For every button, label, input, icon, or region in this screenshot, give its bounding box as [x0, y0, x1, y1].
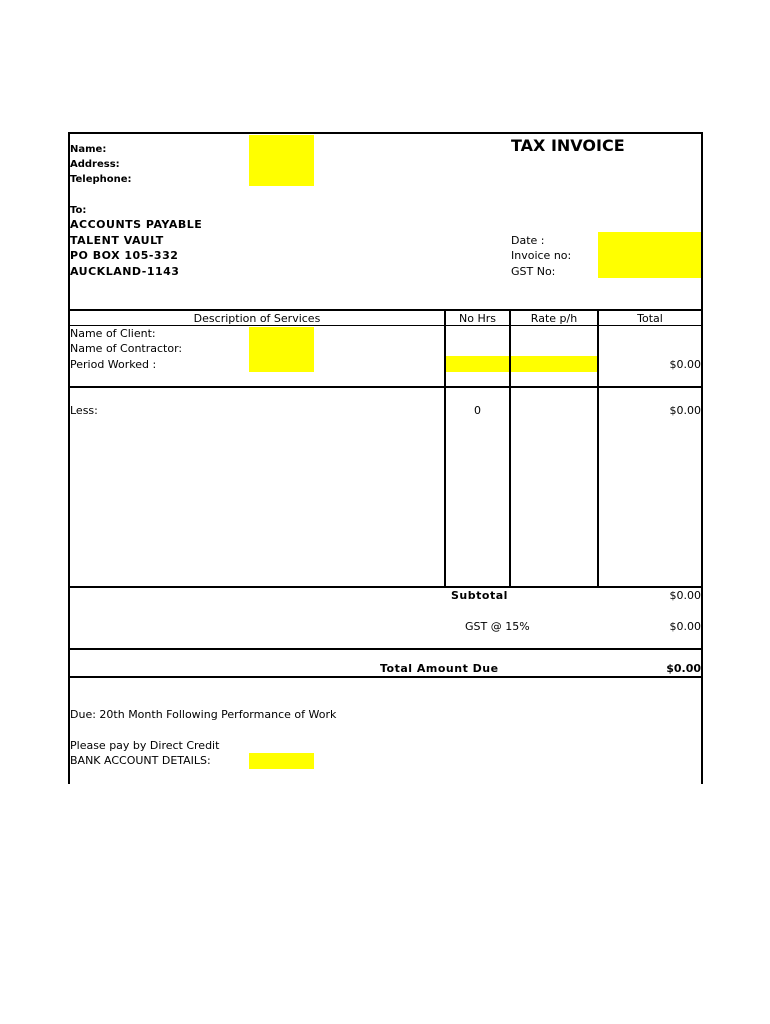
- less-label: Less:: [70, 404, 98, 417]
- invoice-title: TAX INVOICE: [511, 136, 625, 155]
- subtotal-value: $0.00: [669, 589, 701, 602]
- gst-label: GST @ 15%: [465, 620, 530, 633]
- date-label: Date :: [511, 234, 545, 247]
- summary-bottom-border: [68, 648, 703, 650]
- period-label: Period Worked :: [70, 358, 157, 371]
- total-due-label: Total Amount Due: [380, 662, 499, 675]
- contractor-details-field[interactable]: [249, 135, 314, 186]
- right-border: [701, 132, 703, 784]
- table-bottom-border: [68, 586, 703, 588]
- to-address-line-1: ACCOUNTS PAYABLE: [70, 218, 203, 231]
- row1-total: $0.00: [669, 358, 701, 371]
- total-due-value: $0.00: [666, 662, 701, 675]
- client-details-field[interactable]: [249, 327, 314, 372]
- total-bottom-border: [68, 676, 703, 678]
- row1-bottom-border: [68, 386, 703, 388]
- client-label: Name of Client:: [70, 327, 156, 340]
- col-divider-3: [597, 309, 599, 588]
- bank-details-field[interactable]: [249, 753, 314, 769]
- invoice-no-label: Invoice no:: [511, 249, 572, 262]
- col-no-hrs: No Hrs: [459, 312, 496, 325]
- hours-field[interactable]: [446, 356, 509, 372]
- to-address-line-2: TALENT VAULT: [70, 234, 164, 247]
- rate-field[interactable]: [511, 356, 597, 372]
- gst-value: $0.00: [669, 620, 701, 633]
- telephone-label: Telephone:: [70, 174, 132, 185]
- col-total: Total: [637, 312, 663, 325]
- address-label: Address:: [70, 159, 120, 170]
- table-top-border: [68, 309, 703, 311]
- pay-text: Please pay by Direct Credit: [70, 739, 220, 752]
- bank-label: BANK ACCOUNT DETAILS:: [70, 754, 211, 767]
- to-label: To:: [70, 205, 87, 216]
- col-divider-1: [444, 309, 446, 588]
- invoice-meta-field[interactable]: [598, 232, 701, 278]
- col-description: Description of Services: [193, 312, 321, 325]
- due-text: Due: 20th Month Following Performance of Work: [70, 708, 337, 721]
- less-total: $0.00: [669, 404, 701, 417]
- col-rate: Rate p/h: [530, 312, 578, 325]
- contractor-label: Name of Contractor:: [70, 342, 183, 355]
- gst-no-label: GST No:: [511, 265, 556, 278]
- col-divider-2: [509, 309, 511, 588]
- less-hours: 0: [474, 404, 481, 417]
- to-address-line-4: AUCKLAND-1143: [70, 265, 180, 278]
- name-label: Name:: [70, 144, 107, 155]
- to-address-line-3: PO BOX 105-332: [70, 249, 179, 262]
- top-border: [68, 132, 703, 134]
- subtotal-label: Subtotal: [451, 589, 508, 602]
